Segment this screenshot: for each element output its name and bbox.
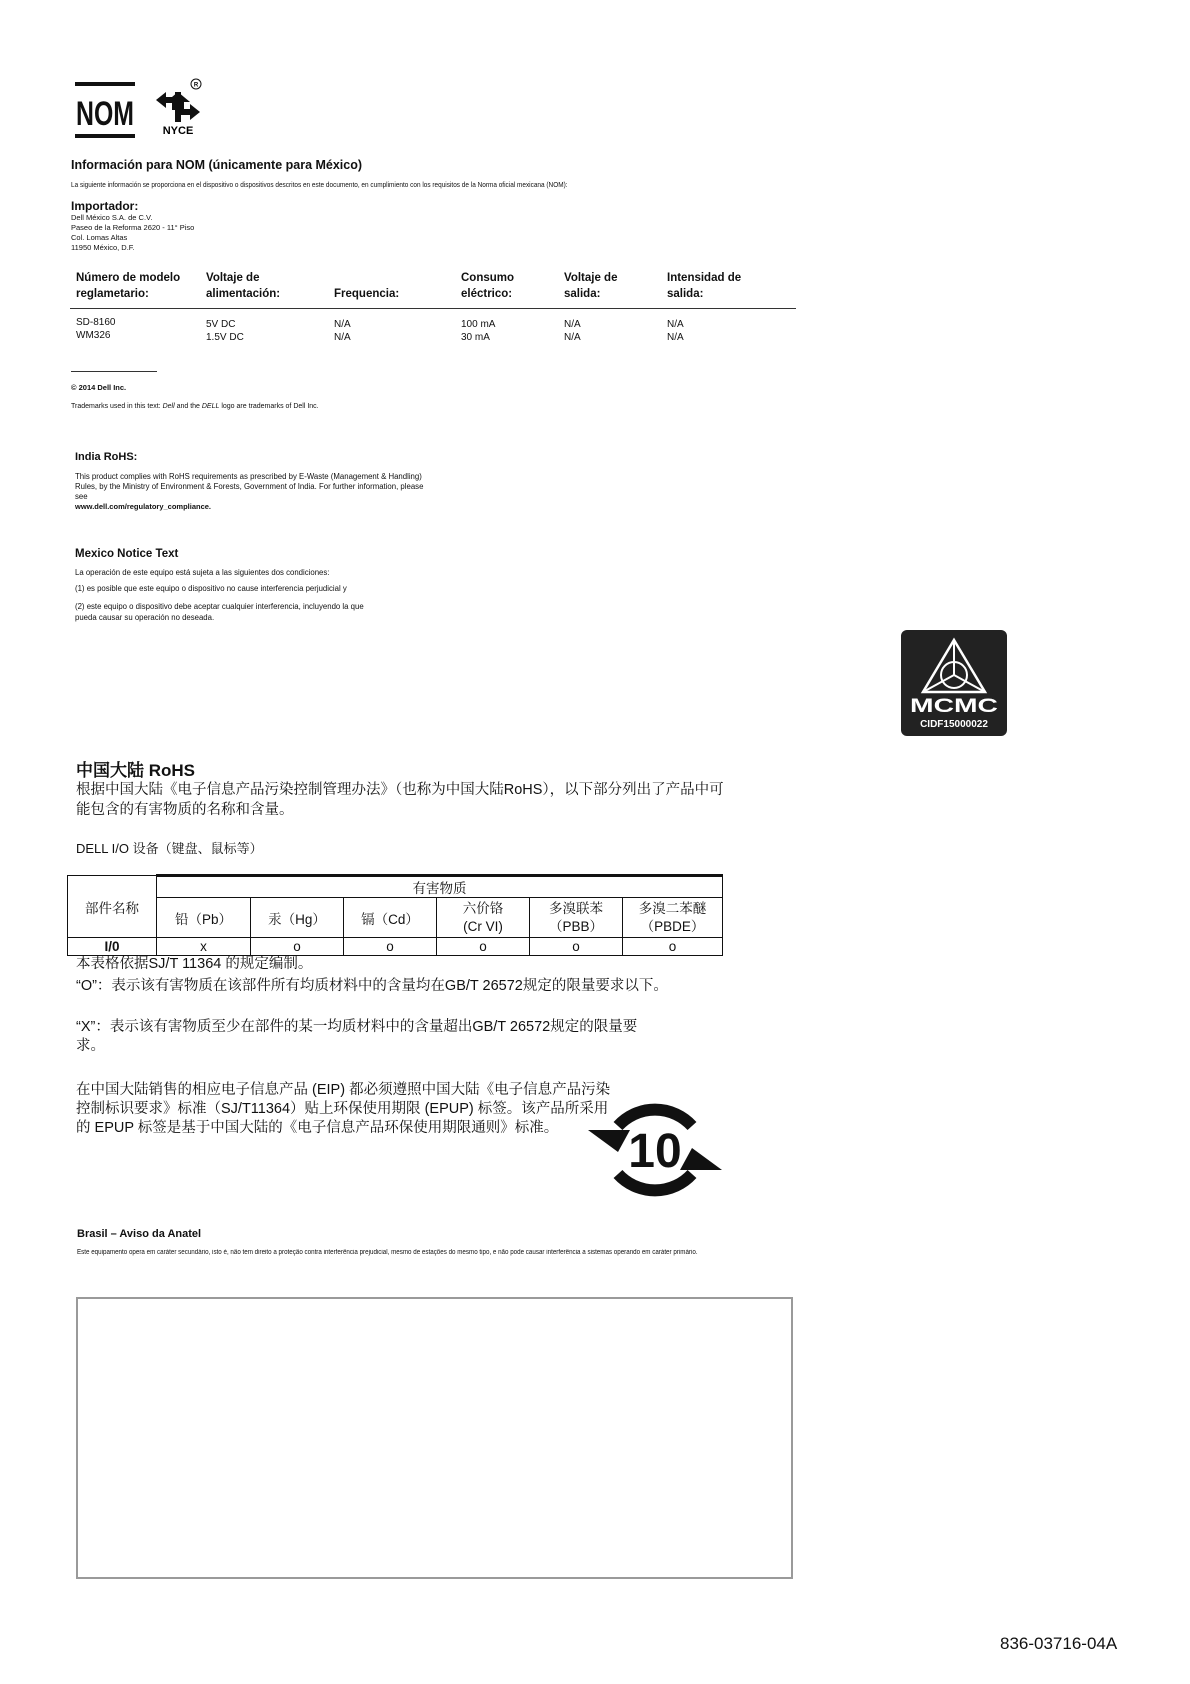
cell: 100 mA bbox=[461, 319, 496, 330]
epup-years: 10 bbox=[628, 1125, 682, 1178]
substance-value: o bbox=[437, 938, 530, 956]
mcmc-id: CIDF15000022 bbox=[920, 719, 988, 730]
substances-group-header: 有害物质 bbox=[157, 876, 723, 898]
header-voltage: Voltaje de alimentación: bbox=[206, 272, 281, 300]
china-rohs-body: 根据中国大陆《电子信息产品污染控制管理办法》（也称为中国大陆RoHS），以下部分列出了产品中可能包含的有害物质的名称和含量。 bbox=[76, 782, 724, 818]
cell: SD-8160 bbox=[76, 317, 116, 328]
trademark-notice: Trademarks used in this text: Dell and the DELL logo are trademarks of Dell Inc. bbox=[71, 403, 319, 410]
substance-header: 多溴二苯醚 （PBDE） bbox=[623, 898, 723, 938]
compliance-link[interactable]: www.dell.com/regulatory_compliance. bbox=[75, 502, 212, 511]
divider bbox=[71, 371, 157, 372]
mexico-notice-title: Mexico Notice Text bbox=[75, 548, 179, 560]
nyce-logo bbox=[150, 78, 210, 138]
mcmc-logo bbox=[901, 630, 1007, 736]
substance-header: 六价铬 (Cr VI) bbox=[437, 898, 530, 938]
india-rohs-body: This product complies with RoHS requirements as prescribed by E-Waste (Management & Handling) Rules, by the Ministry of Environment & Forests, Government of India. For further information, please see bbox=[75, 472, 424, 501]
substance-header: 多溴联苯 （PBB） bbox=[530, 898, 623, 938]
cell: 5V DC bbox=[206, 319, 236, 330]
address-line: Dell México S.A. de C.V. bbox=[71, 213, 153, 222]
part-name-header: 部件名称 bbox=[68, 876, 157, 938]
table-note: 本表格依据SJ/T 11364 的规定编制。 bbox=[76, 956, 313, 972]
nyce-logo-text: NYCE bbox=[162, 125, 194, 137]
substance-value: o bbox=[530, 938, 623, 956]
substance-value: o bbox=[623, 938, 723, 956]
cell: N/A bbox=[334, 319, 351, 330]
header-frequency: Frequencia: bbox=[334, 288, 400, 300]
brasil-body: Este equipamento opera em caráter secundário, isto é, não tem direito a proteção contra interferência prejudicial, mesmo de estações do mesmo tipo, e não pode causar interferência a sistemas operando em caráter primário. bbox=[77, 1249, 698, 1256]
substance-value: x bbox=[157, 938, 251, 956]
header-model: Número de modelo reglametario: bbox=[76, 272, 181, 300]
address-line: Paseo de la Reforma 2620 - 11° Piso bbox=[71, 223, 195, 232]
cell: N/A bbox=[667, 332, 684, 343]
header-output-voltage: Voltaje de salida: bbox=[564, 272, 618, 300]
header-output-current: Intensidad de salida: bbox=[667, 272, 742, 300]
cell: N/A bbox=[564, 319, 581, 330]
mexico-notice-line: (1) es posible que este equipo o dispositivo no cause interferencia perjudicial y bbox=[75, 584, 347, 593]
hazardous-substances-table bbox=[67, 874, 723, 956]
nyce-registered-mark: R bbox=[193, 82, 199, 89]
address-line: Col. Lomas Altas bbox=[71, 233, 128, 242]
table-note: “X”：表示该有害物质至少在部件的某一均质材料中的含量超出GB/T 26572规定的限量要求。 bbox=[76, 1019, 638, 1054]
part-name-cell: I/0 bbox=[68, 938, 157, 956]
importer-title: Importador: bbox=[71, 199, 139, 213]
part-number: 836-03716-04A bbox=[1000, 1634, 1118, 1653]
substance-value: o bbox=[344, 938, 437, 956]
cell: WM326 bbox=[76, 330, 111, 341]
substance-header: 镉（Cd） bbox=[344, 898, 437, 938]
table-note: “O”：表示该有害物质在该部件所有均质材料中的含量均在GB/T 26572规定的限量要求以下。 bbox=[76, 978, 668, 994]
device-category: DELL I/O 设备（键盘、鼠标等） bbox=[76, 841, 263, 856]
mexico-notice-line: (2) este equipo o dispositivo debe aceptar cualquier interferencia, incluyendo la que bbox=[75, 602, 364, 611]
blank-label-area bbox=[76, 1297, 793, 1579]
mcmc-logo-text: MCMC bbox=[910, 696, 999, 717]
cell: 1.5V DC bbox=[206, 332, 244, 343]
eip-statement: 在中国大陆销售的相应电子信息产品 (EIP) 都必须遵照中国大陆《电子信息产品污染控制标识要求》标准（SJ/T11364）贴上环保使用期限 (EPUP) 标签。该产品所采用的 EPUP 标签是基于中国大陆的《电子信息产品环保使用期限通则》标准。 bbox=[76, 1082, 611, 1136]
brasil-title: Brasil – Aviso da Anatel bbox=[77, 1228, 202, 1240]
nom-title: Información para NOM (únicamente para México) bbox=[71, 158, 363, 172]
epup-logo bbox=[588, 1090, 722, 1210]
india-rohs-title: India RoHS: bbox=[75, 451, 138, 463]
cell: N/A bbox=[334, 332, 351, 343]
cell: N/A bbox=[667, 319, 684, 330]
china-rohs-title: 中国大陆 RoHS bbox=[76, 761, 195, 780]
cell: 30 mA bbox=[461, 332, 490, 343]
nom-logo bbox=[75, 82, 135, 138]
cell: N/A bbox=[564, 332, 581, 343]
address-line: 11950 México, D.F. bbox=[71, 243, 135, 252]
header-consumption: Consumo eléctrico: bbox=[461, 272, 515, 300]
copyright: © 2014 Dell Inc. bbox=[71, 383, 127, 392]
mexico-notice-line: pueda causar su operación no deseada. bbox=[75, 613, 215, 622]
mexico-notice-line: La operación de este equipo está sujeta a las siguientes dos condiciones: bbox=[75, 568, 330, 577]
nom-logo-text: NOM bbox=[76, 95, 134, 133]
substance-header: 汞（Hg） bbox=[251, 898, 344, 938]
substance-value: o bbox=[251, 938, 344, 956]
nom-intro: La siguiente información se proporciona en el dispositivo o dispositivos descritos en este documento, en cumplimiento con los requisitos de la Norma oficial mexicana (NOM): bbox=[71, 180, 568, 189]
substance-header: 铅（Pb） bbox=[157, 898, 251, 938]
